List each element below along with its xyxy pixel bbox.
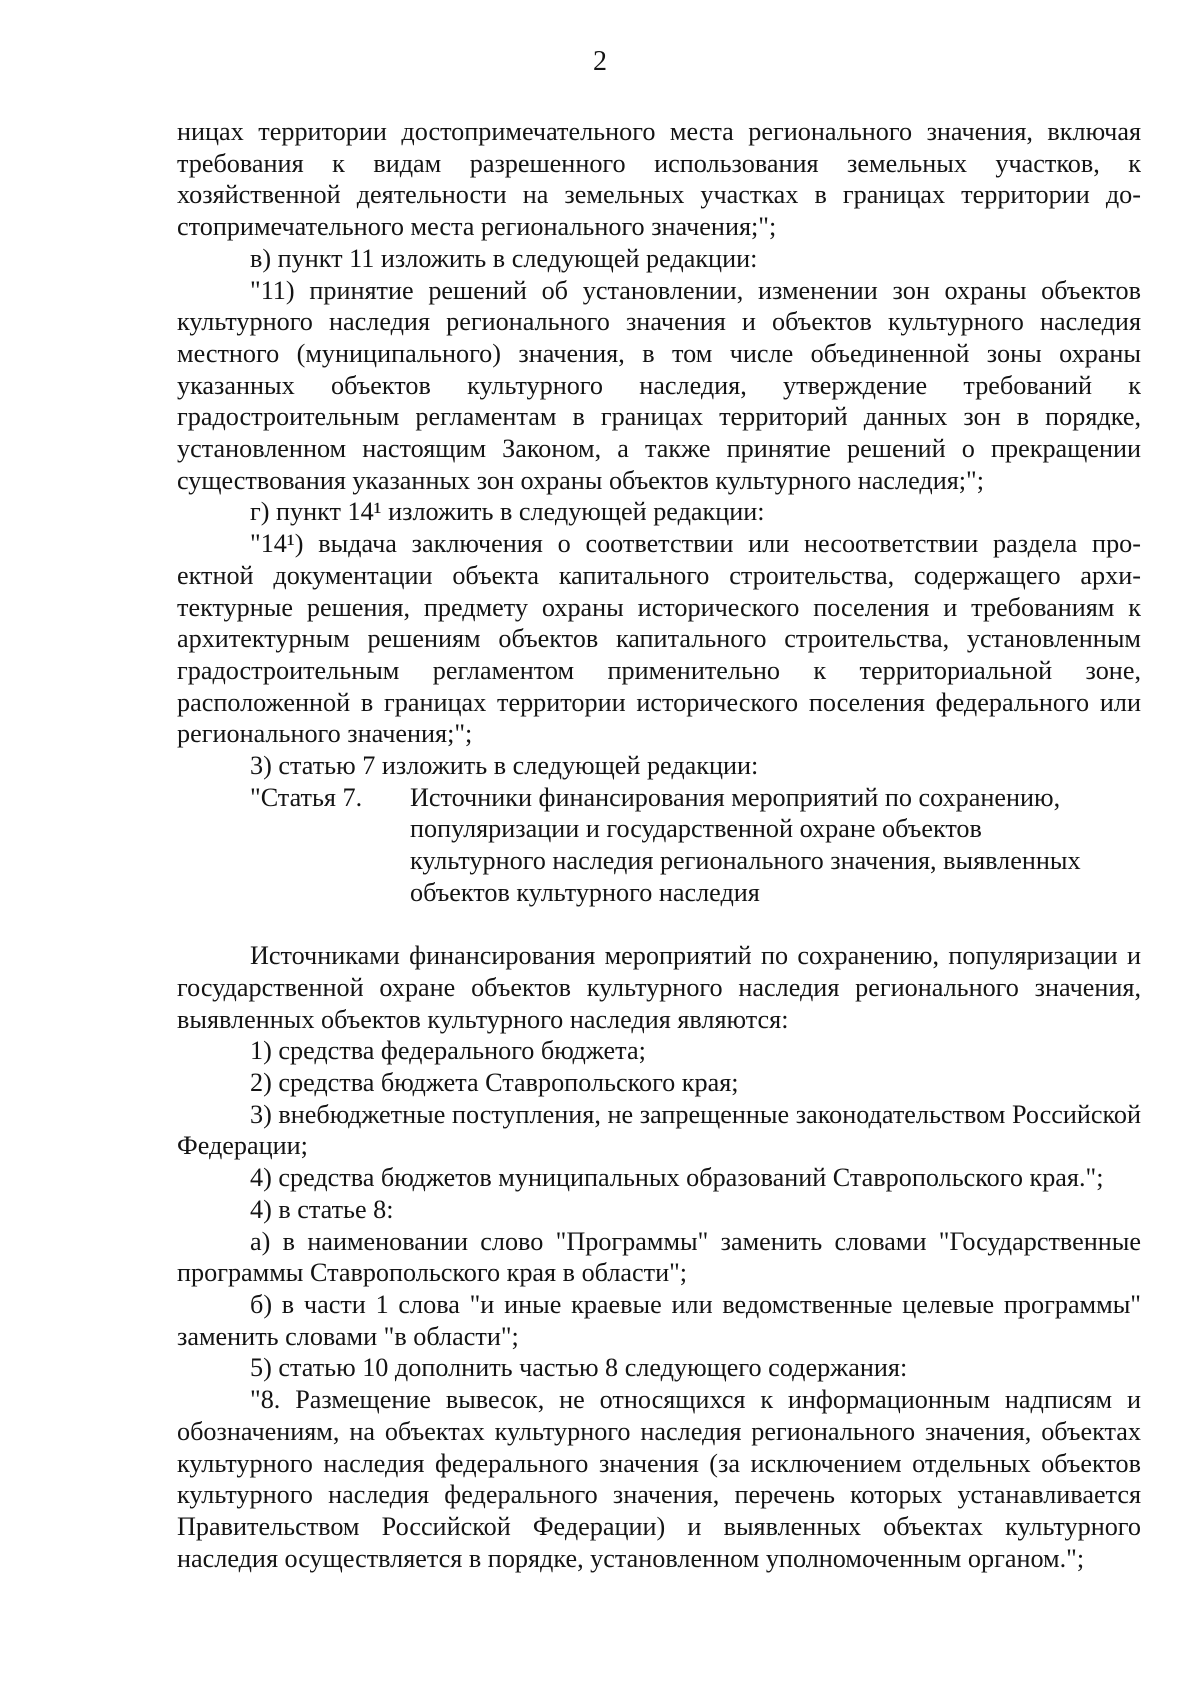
list-item-3: 3) внебюджетные поступления, не запрещенные законодательством Российской Федерации; [177,1099,1141,1161]
paragraph-item-a: а) в наименовании слово "Программы" заменить словами "Государственные программы Ставропольского края в области"; [177,1226,1141,1288]
article-7-label: "Статья 7. [250,782,363,812]
paragraph-item-14-1: "14¹) выдача заключения о соответствии или несоответствии раздела проектной документации объекта капитального строительства, содержащего архитектурные решения, предмету охраны исторического поселения и требованиям к архитектурным решениям объектов капитального строительства, установленным градостроительным регламентом применительно к территориальной зоне, расположенной в границах территории исторического поселения федерального или регионального значения;"; [177,529,1141,749]
list-item-1: 1) средства федерального бюджета; [250,1036,646,1066]
paragraph-item-g: г) пункт 14¹ изложить в следующей редакции: [250,497,765,527]
article-7-title-line: Источники финансирования мероприятий по сохранению, [410,782,1061,812]
paragraph-item-v: в) пункт 11 изложить в следующей редакции: [250,243,758,273]
page-number: 2 [593,46,607,77]
document-body [177,116,1141,1574]
paragraph-item-5: 5) статью 10 дополнить частью 8 следующего содержания: [250,1353,908,1383]
paragraph-item-11: "11) принятие решений об установлении, изменении зон охраны объектов культурного наследия регионального значения и объектов культурного наследия местного (муниципального) значения, в том числе объединенной зоны охраны указанных объектов культурного наследия, утверждение требований к градостроительным регламентам в границах территорий данных зон в порядке, установленном настоящим Законом, а также принятие решений о прекращении существования указанных зон охраны объектов культурного наследия;"; [177,275,1141,495]
paragraph-item-b: б) в части 1 слова "и иные краевые или ведомственные целевые программы" заменить словами "в области"; [177,1290,1141,1351]
paragraph-funding-sources: Источниками финансирования мероприятий по сохранению, популяризации и государственной охране объектов культурного наследия регионального значения, выявленных объектов культурного наследия являются: [177,941,1141,1034]
article-7-title-line: культурного наследия регионального значения, выявленных [410,846,1081,876]
spacer [177,909,1141,941]
list-item-4: 4) средства бюджетов муниципальных образований Ставропольского края."; [250,1163,1104,1193]
paragraph-continuation: ницах территории достопримечательного места регионального значения, включая требования к видам разрешенного использования земельных участков, к хозяйственной деятельности на земельных участках в границах территории достопримечательного места регионального значения;"; [177,117,1141,242]
list-item-2: 2) средства бюджета Ставропольского края; [250,1068,739,1098]
article-7-heading [177,782,1141,909]
article-7-title-line: объектов культурного наследия [410,877,760,907]
paragraph-item-4-article-8: 4) в статье 8: [250,1194,394,1224]
paragraph-item-3: 3) статью 7 изложить в следующей редакции: [250,751,759,781]
paragraph-item-8: "8. Размещение вывесок, не относящихся к информационным надписям и обозначениям, на объектах культурного наследия регионального значения, объектах культурного наследия федерального значения (за исключением отдельных объектов культурного наследия федерального значения, перечень которых устанавливается Правительством Российской Федерации) и выявленных объектах культурного наследия осуществляется в порядке, установленном уполномоченным органом."; [177,1385,1141,1573]
article-7-title-line: популяризации и государственной охране объектов [410,814,982,844]
